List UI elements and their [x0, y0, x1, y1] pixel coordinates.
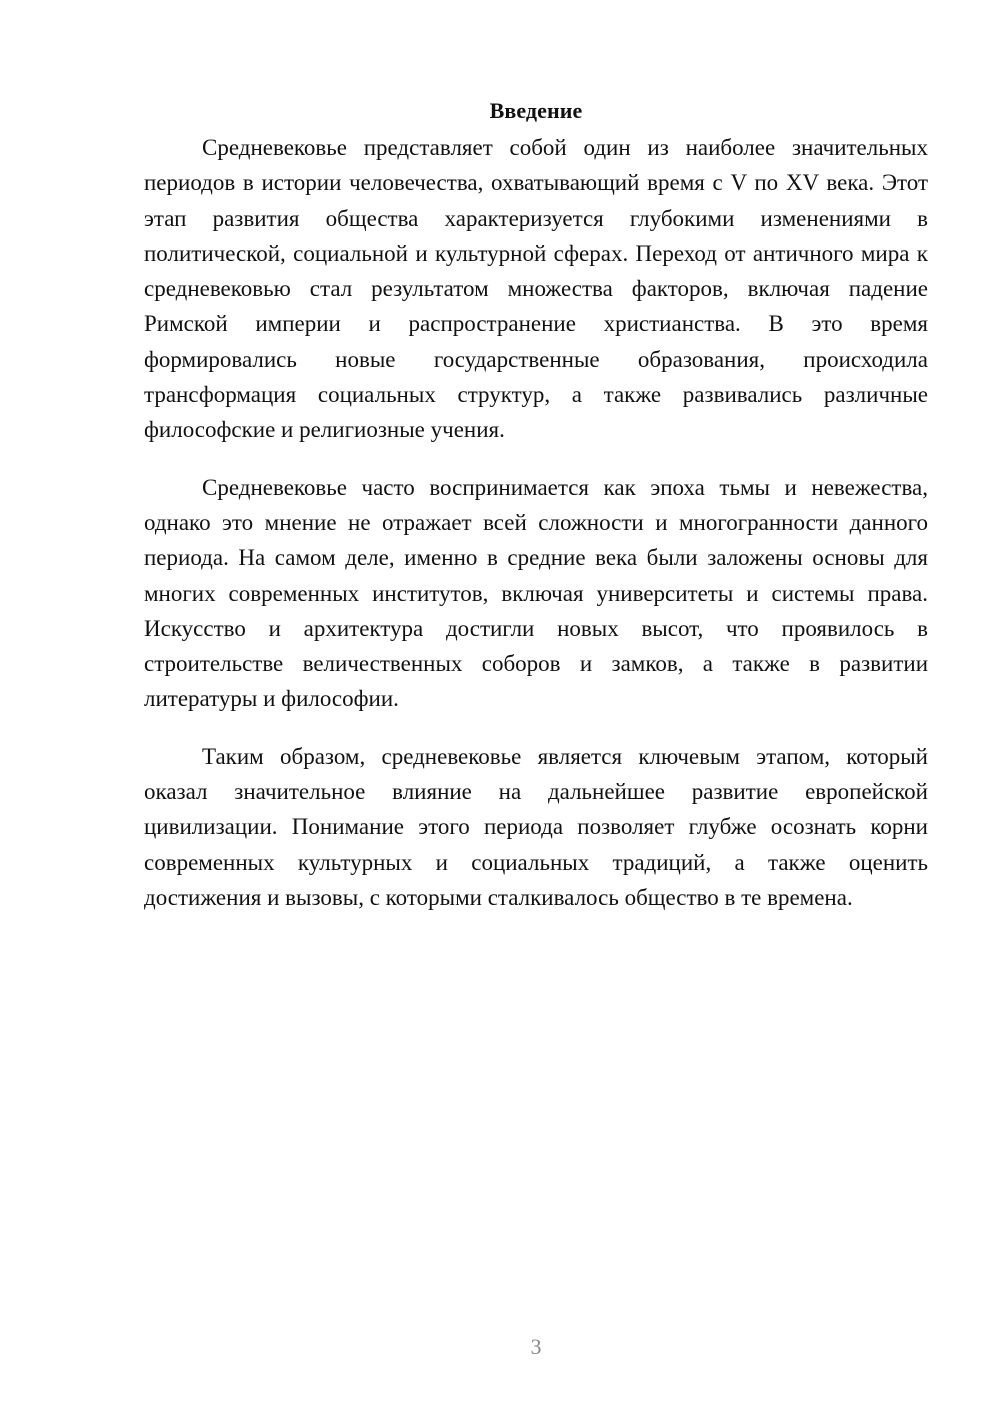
- section-heading: Введение: [489, 98, 583, 123]
- paragraph-3: Таким образом, средневековье является ключевым этапом, который оказал значительное влияние на дальнейшее развитие европейской цивилизации. Понимание этого периода позволяет глубже осознать корни современных культурных и социальных традиций, а также оценить достижения и вызовы, с которыми сталкивалось общество в те времена.: [144, 743, 928, 910]
- paragraph-1: Средневековье представляет собой один из наиболее значительных периодов в истории человечества, охватывающий время с V по XV века. Этот этап развития общества характеризуется глубокими изменениями в политической, социальной и культурной сферах. Переход от античного мира к средневековью стал результатом множества факторов, включая падение Римской империи и распространение христианства. В это время формировались новые государственные образования, происходила трансформация социальных структур, а также развивались различные философские и религиозные учения.: [144, 135, 928, 443]
- paragraph-2: Средневековье часто воспринимается как эпоха тьмы и невежества, однако это мнение не отражает всей сложности и многогранности данного периода. На самом деле, именно в средние века были заложены основы для многих современных институтов, включая университеты и системы права. Искусство и архитектура достигли новых высот, что проявилось в строительстве величественных соборов и замков, а также в развитии литературы и философии.: [144, 474, 928, 712]
- page-body: [144, 96, 928, 937]
- page-number: 3: [530, 1334, 542, 1359]
